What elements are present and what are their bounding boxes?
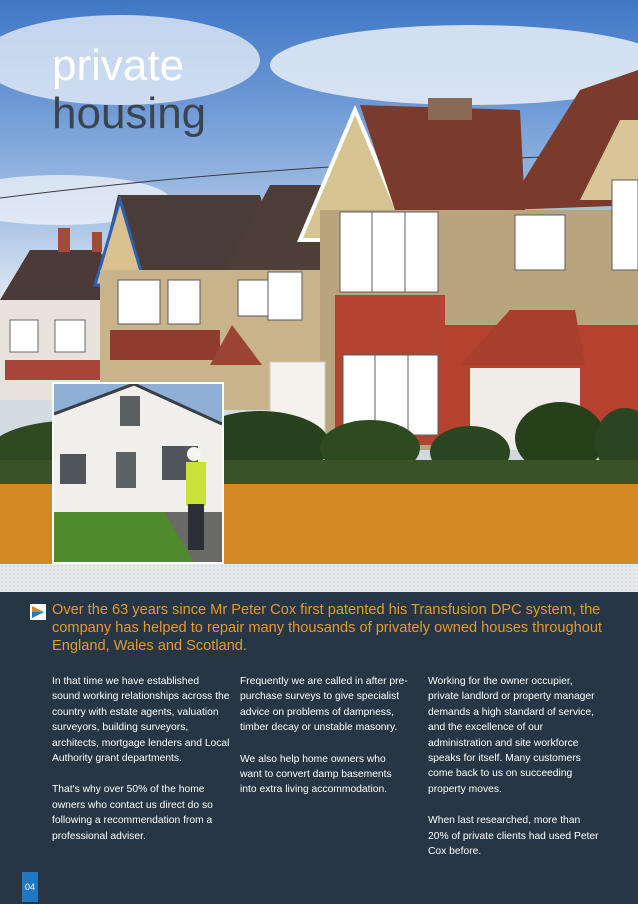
page-number: 04 xyxy=(22,872,38,902)
paragraph: When last researched, more than 20% of private clients had used Peter Cox before. xyxy=(428,815,599,858)
arrow-bullet-icon xyxy=(30,604,46,620)
paragraph: We also help home owners who want to convert damp basements into extra living accommodation. xyxy=(240,753,392,796)
paragraph: That's why over 50% of the home owners who contact us direct do so following a recommendation from a professional adviser. xyxy=(52,784,213,842)
surveyor-photo xyxy=(54,384,222,562)
body-column-1 xyxy=(52,674,230,860)
title-line-2: housing xyxy=(52,89,207,138)
page-title xyxy=(52,42,206,138)
title-line-1: private xyxy=(52,41,185,90)
paragraph: In that time we have established sound working relationships across the country with estate agents, valuation surveyors, building surveyors, architects, mortgage lenders and Local Authority grant departments. xyxy=(52,676,230,765)
intro-text: Over the 63 years since Mr Peter Cox first patented his Transfusion DPC system, the company has helped to repair many thousands of privately owned houses throughout England, Wales and Scotland. xyxy=(52,602,603,654)
body-column-2 xyxy=(240,674,410,814)
body-column-3 xyxy=(428,674,600,875)
paragraph: Frequently we are called in after pre-purchase surveys to give specialist advice on problems of dampness, timber decay or unstable masonry. xyxy=(240,676,408,734)
arrow-bullet-glyph xyxy=(30,604,46,620)
divider-strip xyxy=(0,564,638,592)
inset-photo xyxy=(52,382,224,564)
paragraph: Working for the owner occupier, private landlord or property manager demands a high standard of service, and the excellence of our administration and site workforce speaks for itself. Many customers come back to us on succeeding property moves. xyxy=(428,676,595,795)
